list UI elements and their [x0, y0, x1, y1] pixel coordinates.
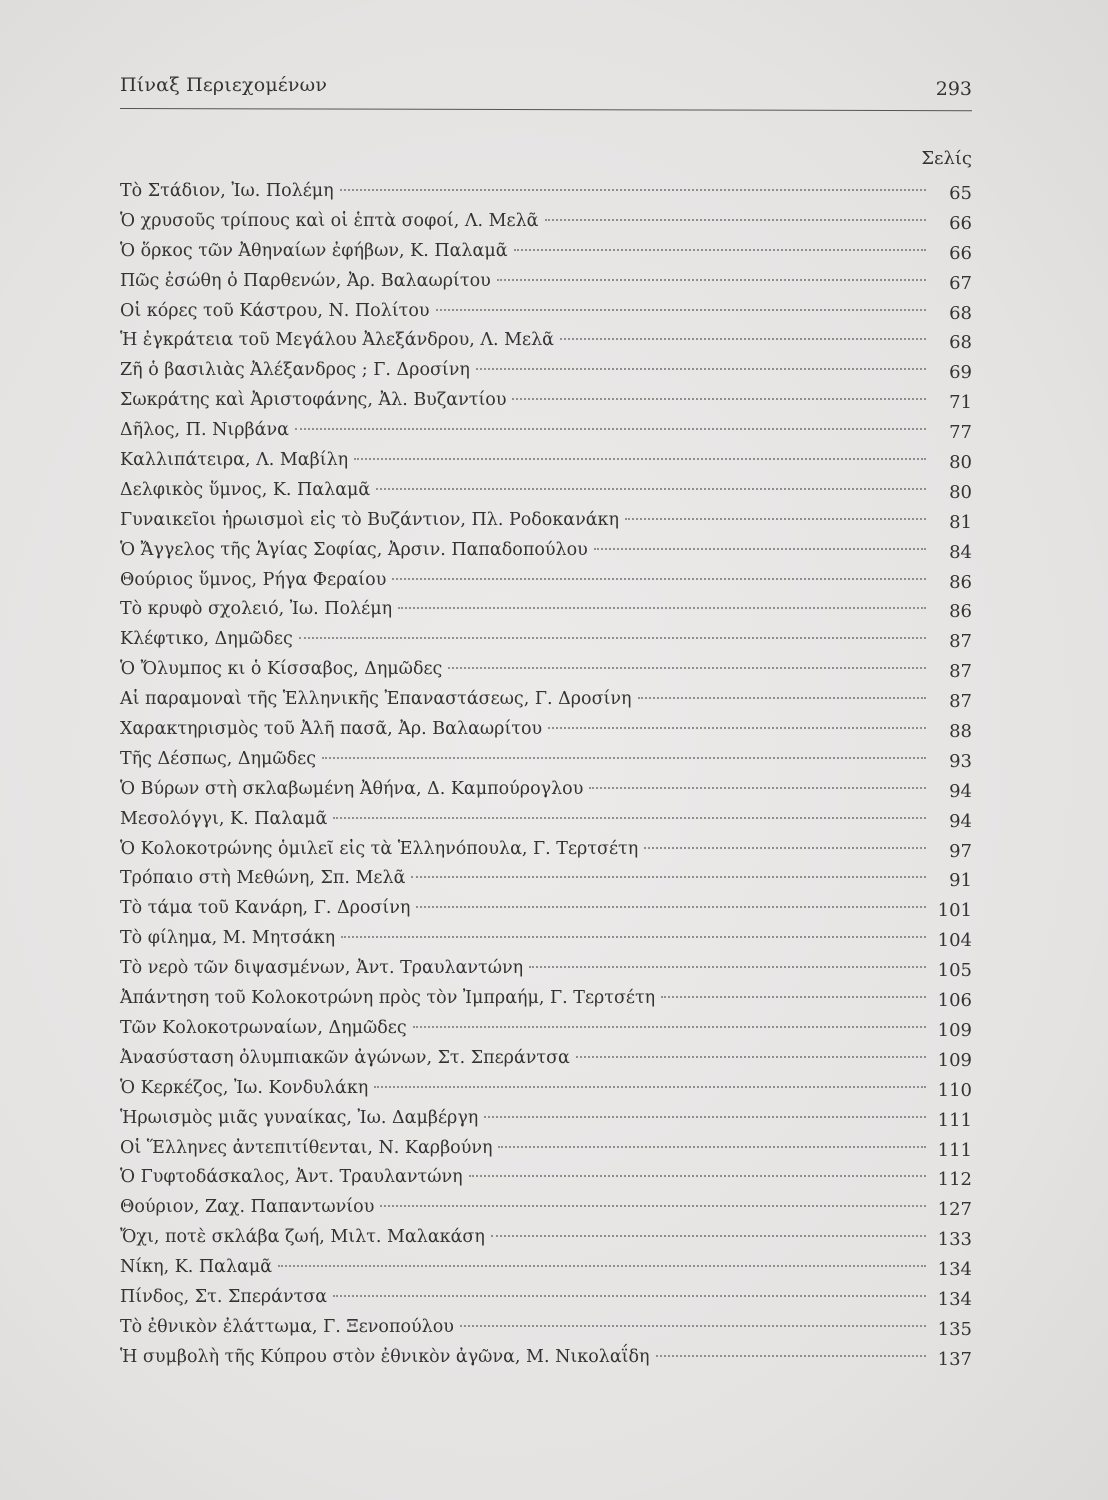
toc-entry-title: Πίνδος, Στ. Σπεράντσα: [120, 1286, 328, 1307]
toc-entry: [120, 744, 972, 774]
toc-entry-page: 133: [937, 1229, 972, 1251]
toc-entry-page: 135: [937, 1318, 972, 1340]
toc-entry: [120, 684, 972, 714]
dot-leader: [299, 637, 926, 639]
dot-leader: [374, 1086, 926, 1088]
toc-entry-page: 101: [937, 900, 972, 922]
toc-entry-title: Ὁ χρυσοῦς τρίπους καὶ οἱ ἑπτὰ σοφοί, Λ. Μελᾶ: [120, 210, 539, 231]
dot-leader: [295, 428, 926, 430]
toc-entry-page: 105: [937, 960, 972, 982]
toc-entry-page: 68: [949, 332, 972, 354]
dot-leader: [413, 1026, 926, 1028]
dot-leader: [498, 1146, 926, 1148]
toc-entry-title: Δελφικὸς ὕμνος, Κ. Παλαμᾶ: [120, 479, 371, 500]
toc-entry-page: 127: [937, 1199, 972, 1221]
toc-entry: [120, 983, 972, 1013]
toc-entry-title: Μεσολόγγι, Κ. Παλαμᾶ: [120, 808, 328, 829]
toc-entry: [120, 1252, 972, 1282]
dot-leader: [644, 847, 926, 849]
toc-entry-title: Τρόπαιο στὴ Μεθώνη, Σπ. Μελᾶ: [120, 868, 406, 889]
toc-entry-title: Ὄχι, ποτὲ σκλάβα ζωή, Μιλτ. Μαλακάση: [120, 1227, 485, 1248]
toc-entry-page: 84: [949, 541, 972, 563]
toc-entry-title: Ὁ Κολοκοτρώνης ὁμιλεῖ εἰς τὰ Ἑλληνόπουλα, Γ. Τερτσέτη: [120, 838, 639, 859]
toc-entry-page: 87: [949, 661, 972, 683]
toc-entry-page: 111: [937, 1109, 972, 1131]
dot-leader: [514, 249, 926, 251]
dot-leader: [548, 727, 926, 729]
dot-leader: [594, 548, 926, 550]
toc-entry-page: 109: [937, 1049, 972, 1071]
dot-leader: [322, 757, 926, 759]
toc-entry: [120, 1133, 972, 1163]
toc-entry: [120, 714, 972, 744]
dot-leader: [416, 906, 926, 908]
dot-leader: [278, 1265, 926, 1267]
toc-entry-title: Τὸ κρυφὸ σχολειό, Ἰω. Πολέμη: [120, 599, 393, 620]
toc-entry-title: Ὁ ὅρκος τῶν Ἀθηναίων ἐφήβων, Κ. Παλαμᾶ: [120, 240, 508, 261]
page-number: 293: [935, 78, 972, 100]
toc-entry: [120, 774, 972, 804]
toc-entry: [120, 624, 972, 654]
toc-entry-title: Ἡ συμβολὴ τῆς Κύπρου στὸν ἐθνικὸν ἀγῶνα, Μ. Νικολαΐδη: [120, 1346, 650, 1367]
dot-leader: [411, 876, 926, 878]
toc-entry-title: Πῶς ἐσώθη ὁ Παρθενών, Ἀρ. Βαλαωρίτου: [120, 270, 491, 291]
toc-entry-page: 66: [949, 242, 972, 264]
toc-entry-page: 86: [949, 601, 972, 623]
toc-entry-title: Ὁ Ἄγγελος τῆς Ἁγίας Σοφίας, Ἀρσιν. Παπαδοπούλου: [120, 539, 588, 560]
dot-leader: [560, 338, 926, 340]
table-of-contents: [120, 176, 972, 1372]
dot-leader: [545, 219, 927, 221]
toc-entry-title: Γυναικεῖοι ἡρωισμοὶ εἰς τὸ Βυζάντιον, Πλ. Ροδοκανάκη: [120, 509, 619, 530]
dot-leader: [341, 936, 926, 938]
toc-entry: [120, 1162, 972, 1192]
toc-entry: [120, 863, 972, 893]
toc-entry: [120, 236, 972, 266]
toc-entry: [120, 1013, 972, 1043]
toc-entry: [120, 804, 972, 834]
toc-entry: [120, 475, 972, 505]
toc-entry-title: Ὁ Βύρων στὴ σκλαβωμένη Ἀθήνα, Δ. Καμπούρογλου: [120, 778, 584, 799]
toc-entry: [120, 953, 972, 983]
toc-entry-title: Ὁ Γυφτοδάσκαλος, Ἀντ. Τραυλαντώνη: [120, 1167, 463, 1188]
dot-leader: [380, 1205, 926, 1207]
toc-entry-title: Τὸ ἐθνικὸν ἐλάττωμα, Γ. Ξενοπούλου: [120, 1316, 454, 1337]
toc-entry-page: 134: [937, 1259, 972, 1281]
toc-entry: [120, 1342, 972, 1372]
toc-entry-page: 94: [949, 780, 972, 802]
toc-entry-page: 109: [937, 1019, 972, 1041]
toc-entry: [120, 296, 972, 326]
dot-leader: [589, 787, 926, 789]
toc-entry: [120, 1192, 972, 1222]
toc-entry-title: Ὁ Κερκέζος, Ἰω. Κονδυλάκη: [120, 1077, 369, 1098]
toc-entry-title: Ἡρωισμὸς μιᾶς γυναίκας, Ἰω. Δαμβέργη: [120, 1107, 479, 1128]
toc-entry: [120, 565, 972, 595]
toc-entry-page: 67: [949, 272, 972, 294]
toc-entry: [120, 1222, 972, 1252]
toc-entry-title: Τὸ τάμα τοῦ Κανάρη, Γ. Δροσίνη: [120, 898, 411, 919]
dot-leader: [638, 697, 927, 699]
toc-entry-page: 134: [937, 1288, 972, 1310]
toc-entry: [120, 654, 972, 684]
toc-entry: [120, 266, 972, 296]
toc-entry-title: Σωκράτης καὶ Ἀριστοφάνης, Ἀλ. Βυζαντίου: [120, 390, 507, 411]
dot-leader: [436, 309, 926, 311]
dot-leader: [376, 488, 926, 490]
toc-entry-page: 88: [949, 721, 972, 743]
toc-entry-page: 66: [949, 212, 972, 234]
toc-entry-page: 106: [937, 990, 972, 1012]
toc-entry: [120, 1073, 972, 1103]
toc-entry-page: 87: [949, 631, 972, 653]
dot-leader: [448, 667, 926, 669]
toc-entry-page: 77: [949, 422, 972, 444]
toc-entry-page: 97: [949, 840, 972, 862]
toc-entry: [120, 1043, 972, 1073]
toc-entry: [120, 385, 972, 415]
dot-leader: [576, 1056, 926, 1058]
toc-entry-title: Νίκη, Κ. Παλαμᾶ: [120, 1257, 273, 1278]
dot-leader: [340, 189, 926, 191]
toc-entry: [120, 325, 972, 355]
toc-entry-page: 94: [949, 810, 972, 832]
toc-entry-page: 87: [949, 691, 972, 713]
toc-entry-title: Τῆς Δέσπως, Δημῶδες: [120, 748, 317, 769]
toc-entry-title: Οἱ Ἕλληνες ἀντεπιτίθενται, Ν. Καρβούνη: [120, 1137, 493, 1158]
toc-entry-title: Καλλιπάτειρα, Λ. Μαβίλη: [120, 450, 349, 471]
toc-entry-title: Ἡ ἐγκράτεια τοῦ Μεγάλου Ἀλεξάνδρου, Λ. Μελᾶ: [120, 330, 554, 351]
toc-entry: [120, 594, 972, 624]
toc-entry-page: 86: [949, 571, 972, 593]
toc-entry-title: Θούριος ὕμνος, Ρήγα Φεραίου: [120, 569, 387, 590]
toc-entry: [120, 834, 972, 864]
toc-entry: [120, 535, 972, 565]
toc-entry-title: Χαρακτηρισμὸς τοῦ Ἀλῆ πασᾶ, Ἀρ. Βαλαωρίτου: [120, 719, 543, 740]
toc-entry-page: 110: [937, 1079, 972, 1101]
page-header: [120, 68, 972, 102]
dot-leader: [392, 578, 926, 580]
dot-leader: [469, 1175, 926, 1177]
dot-leader: [398, 607, 926, 609]
toc-entry-title: Ἀνασύσταση ὀλυμπιακῶν ἀγώνων, Στ. Σπεράντσα: [120, 1047, 570, 1068]
toc-entry-title: Ἀπάντηση τοῦ Κολοκοτρώνη πρὸς τὸν Ἰμπραήμ, Γ. Τερτσέτη: [120, 988, 656, 1009]
toc-entry-page: 111: [937, 1139, 972, 1161]
toc-entry: [120, 415, 972, 445]
toc-entry-title: Τὸ νερὸ τῶν διψασμένων, Ἀντ. Τραυλαντώνη: [120, 958, 524, 979]
dot-leader: [333, 1295, 926, 1297]
toc-entry-page: 71: [949, 392, 972, 414]
dot-leader: [656, 1355, 926, 1357]
toc-entry-title: Τὸ Στάδιον, Ἰω. Πολέμη: [120, 181, 334, 201]
dot-leader: [529, 966, 926, 968]
page-column-heading: Σελίς: [921, 148, 972, 169]
toc-entry: [120, 923, 972, 953]
dot-leader: [497, 279, 926, 281]
toc-entry-title: Αἱ παραμοναὶ τῆς Ἑλληνικῆς Ἐπαναστάσεως, Γ. Δροσίνη: [120, 689, 632, 710]
toc-entry-page: 65: [949, 183, 972, 204]
toc-entry-page: 112: [937, 1169, 972, 1191]
header-rule: [120, 108, 972, 111]
toc-entry-page: 68: [949, 302, 972, 324]
toc-entry-title: Ζῆ ὁ βασιλιὰς Ἀλέξανδρος ; Γ. Δροσίνη: [120, 360, 470, 381]
toc-entry-page: 137: [937, 1348, 972, 1370]
dot-leader: [484, 1116, 926, 1118]
dot-leader: [354, 458, 926, 460]
dot-leader: [625, 518, 926, 520]
toc-entry-page: 93: [949, 750, 972, 772]
toc-entry-title: Κλέφτικο, Δημῶδες: [120, 629, 293, 650]
dot-leader: [491, 1235, 926, 1237]
toc-entry: [120, 1103, 972, 1133]
dot-leader: [476, 368, 926, 370]
dot-leader: [333, 817, 926, 819]
toc-entry: [120, 206, 972, 236]
toc-entry: [120, 505, 972, 535]
toc-entry: [120, 1282, 972, 1312]
toc-entry: [120, 1312, 972, 1342]
toc-entry-title: Θούριον, Ζαχ. Παπαντωνίου: [120, 1197, 375, 1218]
toc-entry-title: Ὁ Ὄλυμπος κι ὁ Κίσσαβος, Δημῶδες: [120, 659, 443, 680]
toc-entry-page: 104: [937, 930, 972, 952]
toc-entry-title: Δῆλος, Π. Νιρβάνα: [120, 420, 289, 441]
toc-entry: [120, 445, 972, 475]
toc-entry-page: 80: [949, 452, 972, 474]
toc-entry: [120, 176, 972, 206]
toc-entry: [120, 355, 972, 385]
toc-entry-page: 81: [949, 511, 972, 533]
dot-leader: [512, 398, 926, 400]
running-title: Πίναξ Περιεχομένων: [120, 74, 328, 96]
toc-entry-page: 80: [949, 481, 972, 503]
dot-leader: [661, 996, 926, 998]
toc-entry-page: 69: [949, 362, 972, 384]
toc-entry-title: Οἱ κόρες τοῦ Κάστρου, Ν. Πολίτου: [120, 300, 430, 321]
toc-entry-title: Τὸ φίλημα, Μ. Μητσάκη: [120, 928, 336, 949]
dot-leader: [460, 1325, 926, 1327]
toc-entry-title: Τῶν Κολοκοτρωναίων, Δημῶδες: [120, 1017, 407, 1038]
toc-entry-page: 91: [949, 870, 972, 892]
toc-entry: [120, 893, 972, 923]
